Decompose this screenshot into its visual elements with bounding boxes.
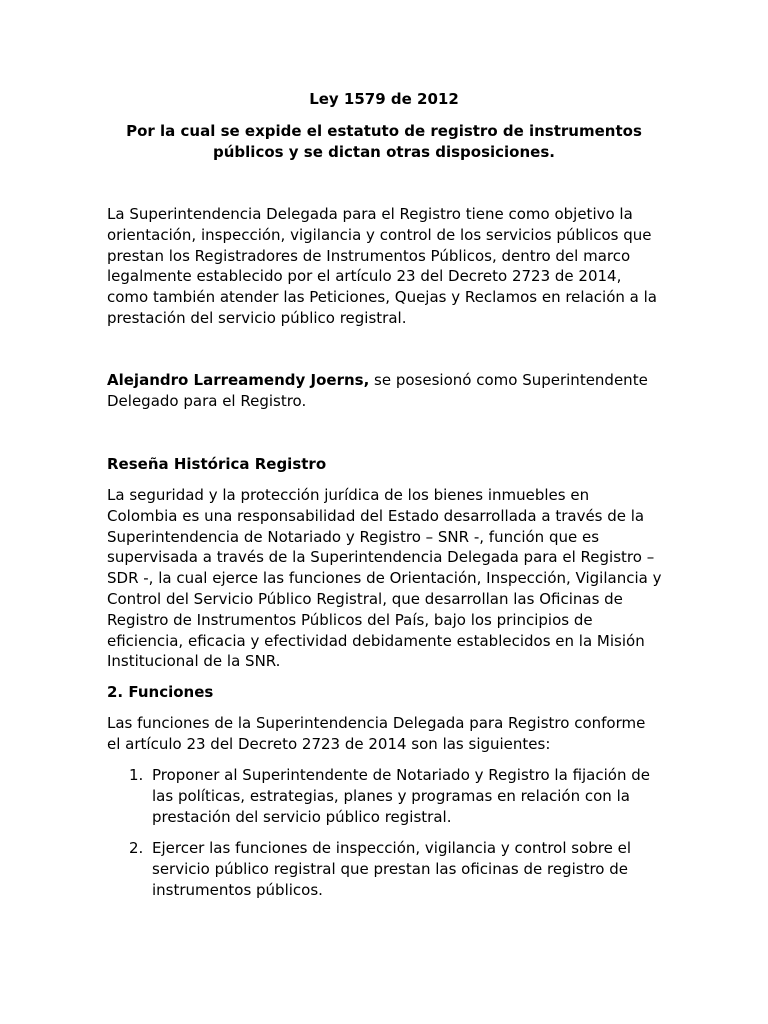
list-item-number: 2. xyxy=(129,839,144,857)
document-subtitle: Por la cual se expide el estatuto de registro de instrumentos públicos y se dictan otras disposiciones. xyxy=(126,122,642,161)
appointee-name: Alejandro Larreamendy Joerns, xyxy=(107,371,370,389)
section-heading-history: Reseña Histórica Registro xyxy=(107,455,327,473)
list-item xyxy=(107,838,663,900)
list-item-text: Proponer al Superintendente de Notariado y Registro la fijación de las políticas, estrategias, planes y programas en relación con la prestación del servicio público registral. xyxy=(152,766,650,826)
functions-list-item-1 xyxy=(107,765,663,827)
section-heading-functions: 2. Funciones xyxy=(107,683,214,701)
list-item-text: Ejercer las funciones de inspección, vigilancia y control sobre el servicio público registral que prestan las oficinas de registro de instrumentos públicos. xyxy=(152,839,632,899)
functions-list-item-2 xyxy=(107,838,663,900)
appointment-paragraph xyxy=(107,370,663,412)
list-item-number: 1. xyxy=(129,766,144,784)
document-title: Ley 1579 de 2012 xyxy=(309,90,459,108)
appointment-text: se posesionó como Superintendente Delegado para el Registro. xyxy=(107,371,648,410)
intro-paragraph: La Superintendencia Delegada para el Registro tiene como objetivo la orientación, inspección, vigilancia y control de los servicios públicos que prestan los Registradores de Instrumentos Públicos, dentro del marco legalmente establecido por el artículo 23 del Decreto 2723 de 2014, como también atender las Peticiones, Quejas y Reclamos en relación a la prestación del servicio público registral. xyxy=(107,205,657,327)
functions-intro-paragraph: Las funciones de la Superintendencia Delegada para Registro conforme el artículo 23 del Decreto 2723 de 2014 son las siguientes: xyxy=(107,714,646,753)
history-paragraph: La seguridad y la protección jurídica de los bienes inmuebles en Colombia es una responsabilidad del Estado desarrollada a través de la Superintendencia de Notariado y Registro – SNR -, función que es supervisada a través de la Superintendencia Delegada para el Registro – SDR -, la cual ejerce las funciones de Orientación, Inspección, Vigilancia y Control del Servicio Público Registral, que desarrollan las Oficinas de Registro de Instrumentos Públicos del País, bajo los principios de eficiencia, eficacia y efectividad debidamente establecidos en la Misión Institucional de la SNR. xyxy=(107,486,662,671)
list-item xyxy=(107,765,663,827)
